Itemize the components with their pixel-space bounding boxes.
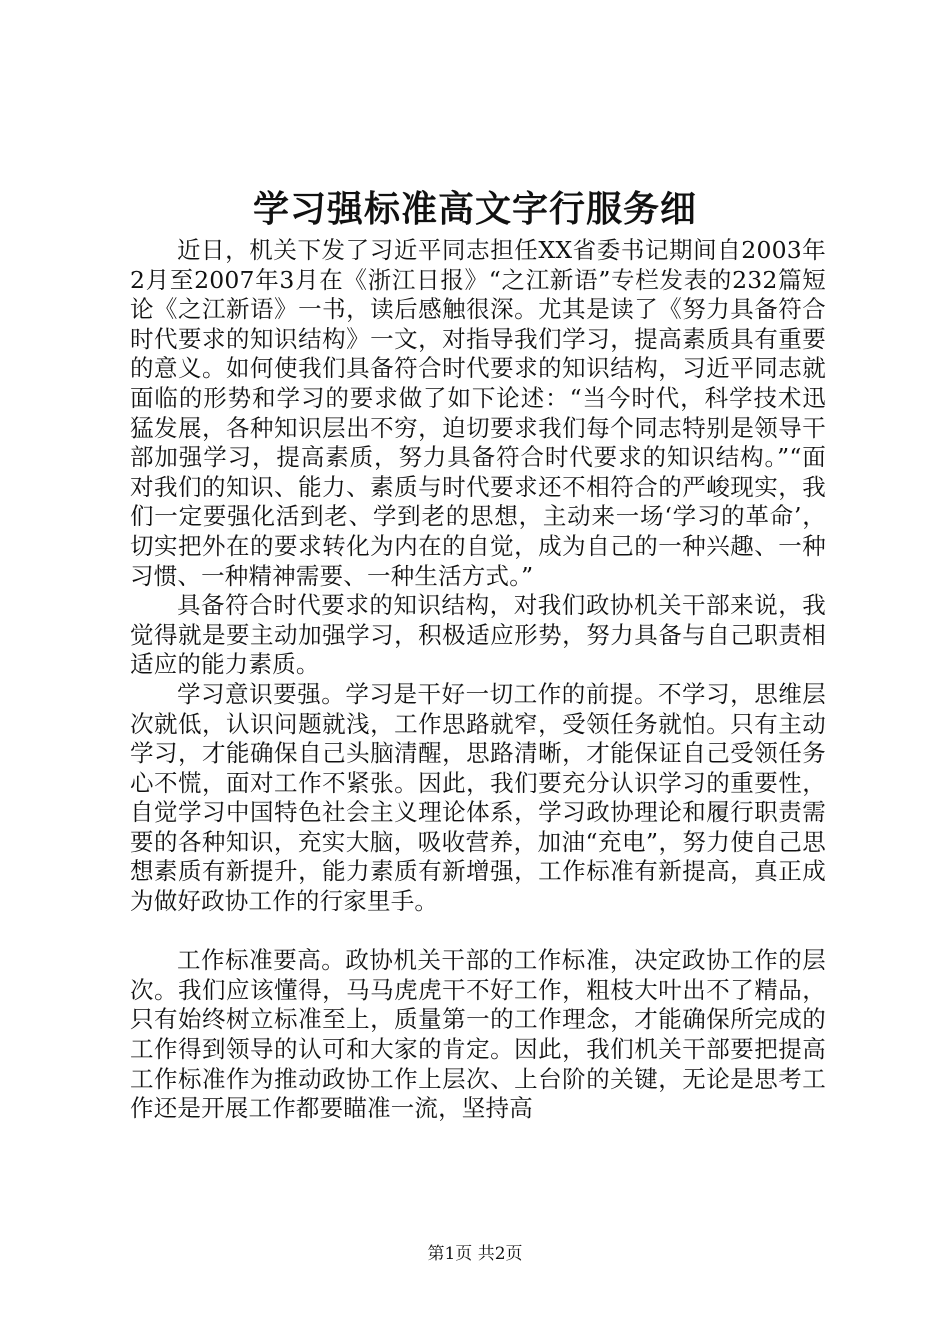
page-footer: 第1页 共2页 (427, 1244, 523, 1264)
paragraph-2: 具备符合时代要求的知识结构，对我们政协机关干部来说，我觉得就是要主动加强学习，积极适应形势，努力具备与自己职责相适应的能力素质。 (130, 591, 826, 679)
paragraph-3: 学习意识要强。学习是干好一切工作的前提。不学习，思维层次就低，认识问题就浅，工作思路就窄，受领任务就怕。只有主动学习，才能确保自己头脑清醒，思路清晰，才能保证自己受领任务心不慌，面对工作不紧张。因此，我们要充分认识学习的重要性，自觉学习中国特色社会主义理论体系，学习政协理论和履行职责需要的各种知识，充实大脑，吸收营养，加油“充电”，努力使自己思想素质有新提升，能力素质有新增强，工作标准有新提高，真正成为做好政协工作的行家里手。 (130, 679, 826, 916)
paragraph-4: 工作标准要高。政协机关干部的工作标准，决定政协工作的层次。我们应该懂得，马马虎虎干不好工作，粗枝大叶出不了精品，只有始终树立标准至上，质量第一的工作理念，才能确保所完成的工作得到领导的认可和大家的肯定。因此，我们机关干部要把提高工作标准作为推动政协工作上层次、上台阶的关键，无论是思考工作还是开展工作都要瞄准一流，坚持高 (130, 946, 826, 1123)
paragraph-1: 近日，机关下发了习近平同志担任XX省委书记期间自2003年2月至2007年3月在《浙江日报》“之江新语”专栏发表的232篇短论《之江新语》一书，读后感触很深。尤其是读了《努力具备符合时代要求的知识结构》一文，对指导我们学习，提高素质具有重要的意义。如何使我们具备符合时代要求的知识结构，习近平同志就面临的形势和学习的要求做了如下论述：“当今时代，科学技术迅猛发展，各种知识层出不穷，迫切要求我们每个同志特别是领导干部加强学习，提高素质，努力具备符合时代要求的知识结构。”“面对我们的知识、能力、素质与时代要求还不相符合的严峻现实，我们一定要强化活到老、学到老的思想，主动来一场‘学习的革命’，切实把外在的要求转化为内在的自觉，成为自己的一种兴趣、一种习惯、一种精神需要、一种生活方式。” (130, 236, 826, 590)
document-body (130, 236, 826, 1124)
document-title: 学习强标准高文字行服务细 (252, 188, 697, 230)
